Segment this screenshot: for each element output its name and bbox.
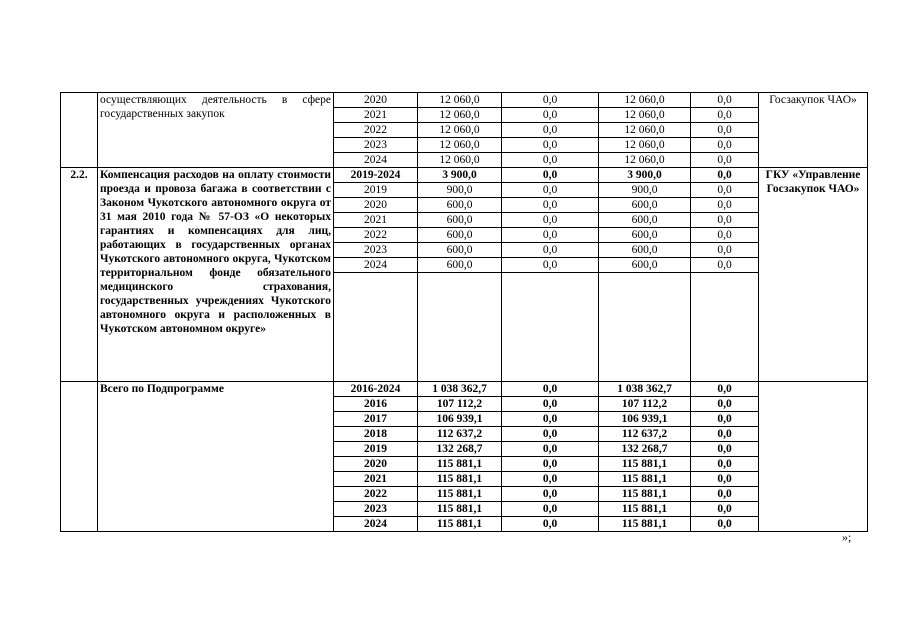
federal-value-cell: 0,0 — [502, 123, 599, 138]
federal-value-cell: 0,0 — [502, 382, 599, 397]
regional-value-cell: 115 881,1 — [599, 472, 691, 487]
year-cell: 2023 — [334, 502, 418, 517]
year-cell: 2022 — [334, 228, 418, 243]
total-value-cell: 115 881,1 — [418, 472, 502, 487]
other-value-cell: 0,0 — [691, 397, 759, 412]
other-value-cell: 0,0 — [691, 93, 759, 108]
empty-cell — [599, 273, 691, 382]
year-cell: 2024 — [334, 153, 418, 168]
federal-value-cell: 0,0 — [502, 168, 599, 183]
federal-value-cell: 0,0 — [502, 517, 599, 532]
total-value-cell: 106 939,1 — [418, 412, 502, 427]
total-value-cell: 600,0 — [418, 258, 502, 273]
total-value-cell: 600,0 — [418, 213, 502, 228]
year-cell: 2022 — [334, 487, 418, 502]
regional-value-cell: 115 881,1 — [599, 457, 691, 472]
total-value-cell: 115 881,1 — [418, 517, 502, 532]
other-value-cell: 0,0 — [691, 198, 759, 213]
regional-value-cell: 115 881,1 — [599, 502, 691, 517]
year-cell: 2023 — [334, 138, 418, 153]
total-value-cell: 3 900,0 — [418, 168, 502, 183]
activity-description: Компенсация расходов на оплату стоимости проезда и провоза багажа в соответствии с Законом Чукотского автономного округа от 31 мая 2010 года № 57-ОЗ «О некоторых гарантиях и компенсациях для лиц, работающих в государственных органах Чукотского автономного округа, Чукотском территориальном фонде обязательного медицинского страхования, государственных учреждениях Чукотского автономного округа и расположенных в Чукотском автономном округе» — [98, 168, 334, 382]
year-cell: 2016 — [334, 397, 418, 412]
other-value-cell: 0,0 — [691, 502, 759, 517]
total-value-cell: 600,0 — [418, 228, 502, 243]
year-cell: 2023 — [334, 243, 418, 258]
regional-value-cell: 900,0 — [599, 183, 691, 198]
activity-description: осуществляющих деятельность в сфере государственных закупок — [98, 93, 334, 168]
year-cell: 2019 — [334, 442, 418, 457]
year-cell: 2016-2024 — [334, 382, 418, 397]
table-row — [61, 93, 868, 108]
federal-value-cell: 0,0 — [502, 412, 599, 427]
empty-cell — [691, 273, 759, 382]
regional-value-cell: 115 881,1 — [599, 517, 691, 532]
year-cell: 2024 — [334, 258, 418, 273]
regional-value-cell: 12 060,0 — [599, 138, 691, 153]
federal-value-cell: 0,0 — [502, 442, 599, 457]
total-value-cell: 115 881,1 — [418, 457, 502, 472]
total-value-cell: 12 060,0 — [418, 93, 502, 108]
other-value-cell: 0,0 — [691, 457, 759, 472]
other-value-cell: 0,0 — [691, 487, 759, 502]
other-value-cell: 0,0 — [691, 243, 759, 258]
regional-value-cell: 600,0 — [599, 258, 691, 273]
table-row — [61, 168, 868, 183]
executor-cell — [759, 382, 868, 532]
other-value-cell: 0,0 — [691, 183, 759, 198]
row-number-cell — [61, 93, 98, 168]
regional-value-cell: 106 939,1 — [599, 412, 691, 427]
regional-value-cell: 600,0 — [599, 243, 691, 258]
total-value-cell: 115 881,1 — [418, 487, 502, 502]
other-value-cell: 0,0 — [691, 382, 759, 397]
total-row — [61, 382, 868, 397]
other-value-cell: 0,0 — [691, 258, 759, 273]
federal-value-cell: 0,0 — [502, 397, 599, 412]
row-number-cell — [61, 382, 98, 532]
year-cell: 2019-2024 — [334, 168, 418, 183]
executor-cell: ГКУ «Управление Госзакупок ЧАО» — [759, 168, 868, 382]
total-value-cell: 900,0 — [418, 183, 502, 198]
other-value-cell: 0,0 — [691, 427, 759, 442]
federal-value-cell: 0,0 — [502, 258, 599, 273]
federal-value-cell: 0,0 — [502, 457, 599, 472]
other-value-cell: 0,0 — [691, 412, 759, 427]
federal-value-cell: 0,0 — [502, 153, 599, 168]
other-value-cell: 0,0 — [691, 168, 759, 183]
federal-value-cell: 0,0 — [502, 228, 599, 243]
other-value-cell: 0,0 — [691, 213, 759, 228]
year-cell: 2019 — [334, 183, 418, 198]
empty-cell — [334, 273, 418, 382]
federal-value-cell: 0,0 — [502, 183, 599, 198]
budget-table — [60, 92, 868, 532]
federal-value-cell: 0,0 — [502, 427, 599, 442]
row-number-cell: 2.2. — [61, 168, 98, 382]
federal-value-cell: 0,0 — [502, 487, 599, 502]
regional-value-cell: 12 060,0 — [599, 108, 691, 123]
total-value-cell: 12 060,0 — [418, 123, 502, 138]
closing-quote-mark: »; — [842, 530, 852, 544]
regional-value-cell: 12 060,0 — [599, 123, 691, 138]
other-value-cell: 0,0 — [691, 123, 759, 138]
federal-value-cell: 0,0 — [502, 138, 599, 153]
total-value-cell: 112 637,2 — [418, 427, 502, 442]
total-value-cell: 600,0 — [418, 198, 502, 213]
year-cell: 2021 — [334, 108, 418, 123]
regional-value-cell: 115 881,1 — [599, 487, 691, 502]
total-value-cell: 12 060,0 — [418, 153, 502, 168]
regional-value-cell: 1 038 362,7 — [599, 382, 691, 397]
federal-value-cell: 0,0 — [502, 502, 599, 517]
regional-value-cell: 3 900,0 — [599, 168, 691, 183]
regional-value-cell: 112 637,2 — [599, 427, 691, 442]
total-value-cell: 12 060,0 — [418, 108, 502, 123]
regional-value-cell: 132 268,7 — [599, 442, 691, 457]
total-value-cell: 132 268,7 — [418, 442, 502, 457]
year-cell: 2024 — [334, 517, 418, 532]
year-cell: 2022 — [334, 123, 418, 138]
federal-value-cell: 0,0 — [502, 93, 599, 108]
other-value-cell: 0,0 — [691, 108, 759, 123]
regional-value-cell: 600,0 — [599, 228, 691, 243]
federal-value-cell: 0,0 — [502, 198, 599, 213]
year-cell: 2021 — [334, 472, 418, 487]
year-cell: 2021 — [334, 213, 418, 228]
total-value-cell: 115 881,1 — [418, 502, 502, 517]
year-cell: 2020 — [334, 198, 418, 213]
federal-value-cell: 0,0 — [502, 243, 599, 258]
regional-value-cell: 600,0 — [599, 198, 691, 213]
empty-cell — [418, 273, 502, 382]
year-cell: 2020 — [334, 457, 418, 472]
total-value-cell: 600,0 — [418, 243, 502, 258]
total-value-cell: 1 038 362,7 — [418, 382, 502, 397]
year-cell: 2017 — [334, 412, 418, 427]
other-value-cell: 0,0 — [691, 517, 759, 532]
year-cell: 2018 — [334, 427, 418, 442]
other-value-cell: 0,0 — [691, 472, 759, 487]
other-value-cell: 0,0 — [691, 138, 759, 153]
regional-value-cell: 107 112,2 — [599, 397, 691, 412]
total-value-cell: 107 112,2 — [418, 397, 502, 412]
total-label: Всего по Подпрограмме — [98, 382, 334, 532]
total-value-cell: 12 060,0 — [418, 138, 502, 153]
federal-value-cell: 0,0 — [502, 213, 599, 228]
executor-cell: Госзакупок ЧАО» — [759, 93, 868, 168]
year-cell: 2020 — [334, 93, 418, 108]
empty-cell — [502, 273, 599, 382]
federal-value-cell: 0,0 — [502, 108, 599, 123]
regional-value-cell: 600,0 — [599, 213, 691, 228]
other-value-cell: 0,0 — [691, 442, 759, 457]
federal-value-cell: 0,0 — [502, 472, 599, 487]
other-value-cell: 0,0 — [691, 153, 759, 168]
other-value-cell: 0,0 — [691, 228, 759, 243]
regional-value-cell: 12 060,0 — [599, 93, 691, 108]
regional-value-cell: 12 060,0 — [599, 153, 691, 168]
